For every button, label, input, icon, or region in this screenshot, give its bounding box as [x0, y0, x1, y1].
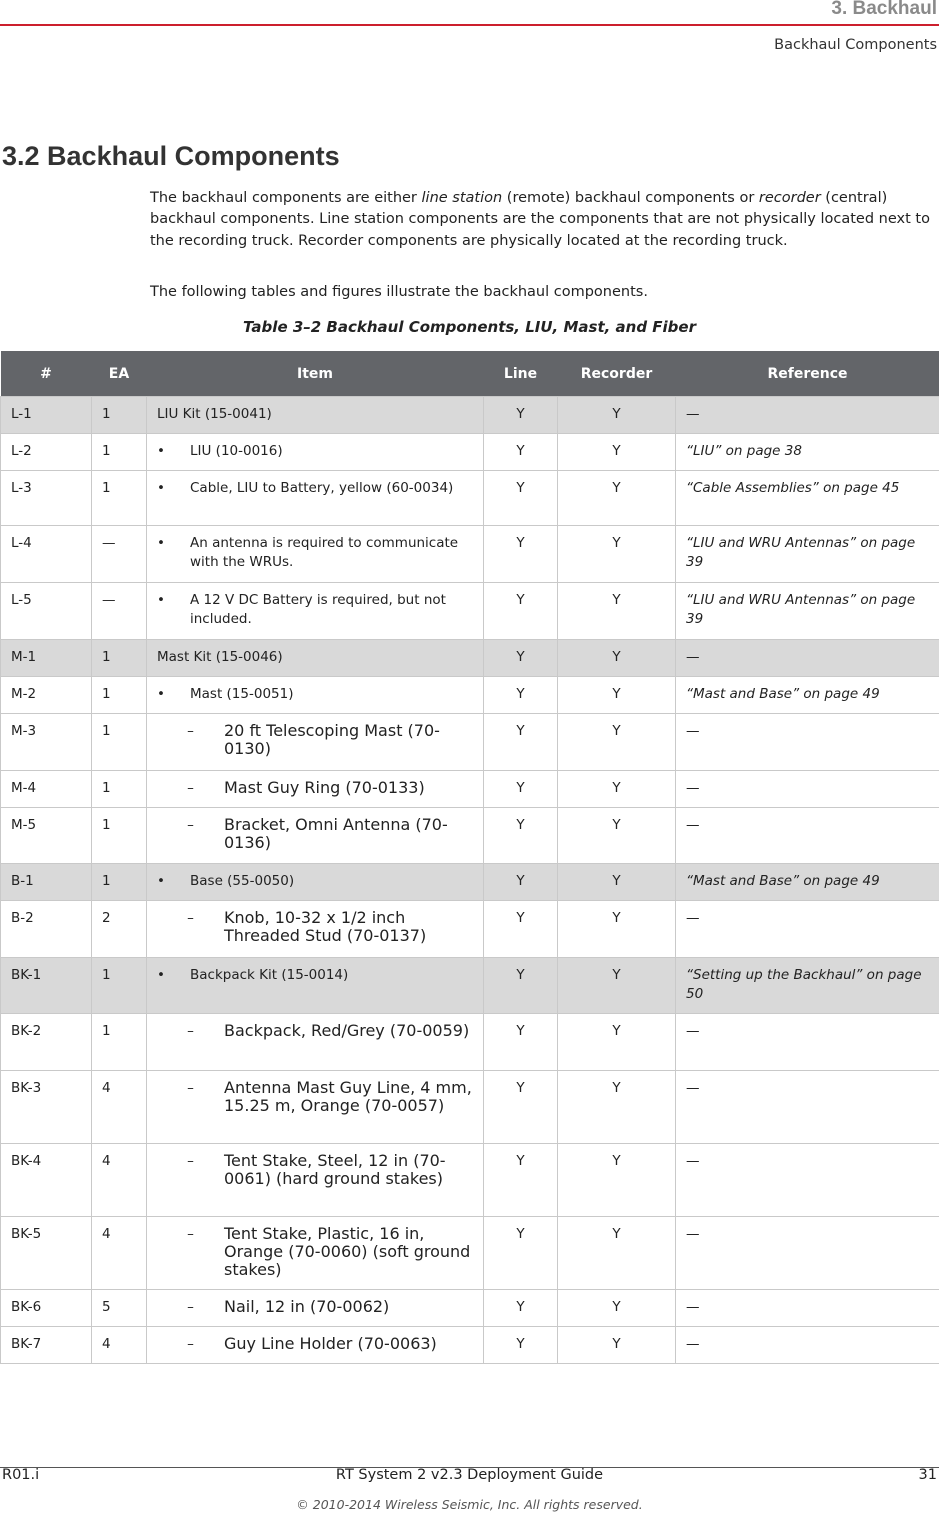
cell-recorder: Y — [558, 1290, 676, 1327]
cell-line: Y — [484, 1071, 558, 1144]
dash-marker: – — [187, 1080, 194, 1096]
table-body — [1, 397, 939, 1364]
cell-recorder: Y — [558, 677, 676, 714]
cell-item — [147, 771, 484, 808]
cell-line: Y — [484, 583, 558, 640]
dash-marker: – — [187, 723, 194, 739]
term-recorder: recorder — [758, 190, 821, 206]
cell-reference: — — [676, 1014, 939, 1071]
cell-item — [147, 1217, 484, 1290]
cell-item — [147, 1014, 484, 1071]
table-row — [1, 1071, 939, 1144]
dash-marker: – — [187, 910, 194, 926]
cell-reference: — — [676, 397, 939, 434]
cell-reference: “Setting up the Backhaul” on page 50 — [676, 958, 939, 1014]
dash-marker: – — [187, 1336, 194, 1352]
table-row — [1, 864, 939, 901]
cell-line: Y — [484, 677, 558, 714]
footer-copyright: © 2010-2014 Wireless Seismic, Inc. All rights reserved. — [296, 1497, 643, 1512]
cell-recorder: Y — [558, 714, 676, 771]
cell-recorder: Y — [558, 583, 676, 640]
cell-reference: — — [676, 1327, 939, 1364]
dash-marker: – — [187, 1023, 194, 1039]
cell-id: B-2 — [1, 901, 92, 958]
cell-recorder: Y — [558, 1217, 676, 1290]
cell-id: B-1 — [1, 864, 92, 901]
cell-reference: — — [676, 1217, 939, 1290]
table-row — [1, 397, 939, 434]
cell-line: Y — [484, 1217, 558, 1290]
bullet-marker: • — [157, 686, 165, 702]
col-header-line: Line — [484, 351, 558, 397]
cell-ea: 1 — [92, 640, 147, 677]
item-text: Knob, 10-32 x 1/2 inch Threaded Stud (70-0137) — [224, 908, 427, 945]
col-header-reference: Reference — [676, 351, 939, 397]
cell-ea: 1 — [92, 434, 147, 471]
cell-reference: “LIU” on page 38 — [676, 434, 939, 471]
cell-line: Y — [484, 397, 558, 434]
cell-recorder: Y — [558, 901, 676, 958]
item-text: Mast (15-0051) — [190, 686, 294, 702]
cell-ea: 4 — [92, 1071, 147, 1144]
cell-line: Y — [484, 1290, 558, 1327]
bullet-marker: • — [157, 873, 165, 889]
cell-item — [147, 640, 484, 677]
item-text: Backpack Kit (15-0014) — [190, 967, 349, 983]
table-row — [1, 583, 939, 640]
cell-reference: “LIU and WRU Antennas” on page 39 — [676, 526, 939, 583]
col-header-ea: EA — [92, 351, 147, 397]
cell-id: BK-1 — [1, 958, 92, 1014]
cell-id: M-5 — [1, 808, 92, 864]
item-text: 20 ft Telescoping Mast (70-0130) — [224, 721, 440, 758]
cell-line: Y — [484, 526, 558, 583]
cell-item — [147, 434, 484, 471]
cell-item — [147, 958, 484, 1014]
cell-id: BK-4 — [1, 1144, 92, 1217]
item-text: Bracket, Omni Antenna (70-0136) — [224, 815, 448, 852]
cell-recorder: Y — [558, 1327, 676, 1364]
table-row — [1, 471, 939, 526]
table-row — [1, 526, 939, 583]
cell-ea: 4 — [92, 1217, 147, 1290]
table-row — [1, 1144, 939, 1217]
cell-reference: — — [676, 1290, 939, 1327]
cell-reference: — — [676, 1071, 939, 1144]
dash-marker: – — [187, 780, 194, 796]
footer-page-number: 31 — [918, 1467, 937, 1483]
cell-ea: 4 — [92, 1144, 147, 1217]
cell-item — [147, 471, 484, 526]
cell-recorder: Y — [558, 958, 676, 1014]
cell-item — [147, 1290, 484, 1327]
intro-paragraph-2: The following tables and figures illustrate the backhaul components. — [150, 284, 648, 300]
cell-reference: — — [676, 1144, 939, 1217]
dash-marker: – — [187, 817, 194, 833]
running-header-subsection: Backhaul Components — [774, 37, 937, 53]
cell-item — [147, 1327, 484, 1364]
cell-recorder: Y — [558, 471, 676, 526]
cell-item — [147, 864, 484, 901]
table-row — [1, 1290, 939, 1327]
cell-ea: 4 — [92, 1327, 147, 1364]
item-text: Tent Stake, Steel, 12 in (70-0061) (hard ground stakes) — [224, 1151, 446, 1188]
cell-ea: 1 — [92, 397, 147, 434]
bullet-marker: • — [157, 535, 165, 551]
dash-marker: – — [187, 1226, 194, 1242]
components-table — [0, 351, 939, 1364]
item-text: Backpack, Red/Grey (70-0059) — [224, 1021, 470, 1040]
dash-marker: – — [187, 1153, 194, 1169]
cell-reference: — — [676, 640, 939, 677]
cell-ea: 1 — [92, 771, 147, 808]
cell-id: BK-6 — [1, 1290, 92, 1327]
cell-line: Y — [484, 771, 558, 808]
cell-id: M-1 — [1, 640, 92, 677]
table-row — [1, 901, 939, 958]
item-text: Nail, 12 in (70-0062) — [224, 1297, 390, 1316]
cell-id: M-3 — [1, 714, 92, 771]
cell-item — [147, 1071, 484, 1144]
cell-recorder: Y — [558, 771, 676, 808]
cell-ea: 1 — [92, 864, 147, 901]
table-row — [1, 714, 939, 771]
cell-recorder: Y — [558, 1071, 676, 1144]
cell-id: L-1 — [1, 397, 92, 434]
cell-line: Y — [484, 901, 558, 958]
bullet-marker: • — [157, 443, 165, 459]
cell-item — [147, 901, 484, 958]
cell-reference: — — [676, 771, 939, 808]
cell-item — [147, 808, 484, 864]
cell-id: L-3 — [1, 471, 92, 526]
cell-recorder: Y — [558, 864, 676, 901]
cell-line: Y — [484, 1144, 558, 1217]
cell-ea: 1 — [92, 958, 147, 1014]
table-clip — [0, 1366, 939, 1368]
cell-line: Y — [484, 808, 558, 864]
cell-reference: “Mast and Base” on page 49 — [676, 677, 939, 714]
cell-ea: 1 — [92, 714, 147, 771]
table-row — [1, 1217, 939, 1290]
cell-line: Y — [484, 958, 558, 1014]
cell-recorder: Y — [558, 1014, 676, 1071]
table-row — [1, 808, 939, 864]
dash-marker: – — [187, 1299, 194, 1315]
cell-reference: “Cable Assemblies” on page 45 — [676, 471, 939, 526]
col-header-recorder: Recorder — [558, 351, 676, 397]
bullet-marker: • — [157, 480, 165, 496]
table-row — [1, 1014, 939, 1071]
cell-line: Y — [484, 714, 558, 771]
cell-line: Y — [484, 1014, 558, 1071]
col-header-number: # — [1, 351, 92, 397]
cell-reference: — — [676, 901, 939, 958]
cell-line: Y — [484, 471, 558, 526]
cell-ea: — — [92, 583, 147, 640]
item-text: LIU Kit (15-0041) — [157, 406, 272, 422]
cell-id: BK-3 — [1, 1071, 92, 1144]
bullet-marker: • — [157, 592, 165, 608]
cell-line: Y — [484, 434, 558, 471]
cell-ea: 5 — [92, 1290, 147, 1327]
cell-line: Y — [484, 864, 558, 901]
cell-recorder: Y — [558, 1144, 676, 1217]
cell-ea: 1 — [92, 471, 147, 526]
cell-id: BK-2 — [1, 1014, 92, 1071]
cell-ea: — — [92, 526, 147, 583]
cell-reference: “Mast and Base” on page 49 — [676, 864, 939, 901]
cell-recorder: Y — [558, 640, 676, 677]
table-header-row — [1, 351, 939, 397]
cell-ea: 1 — [92, 808, 147, 864]
cell-id: L-2 — [1, 434, 92, 471]
cell-ea: 2 — [92, 901, 147, 958]
item-text: A 12 V DC Battery is required, but not included. — [190, 592, 446, 627]
cell-item — [147, 583, 484, 640]
cell-id: L-4 — [1, 526, 92, 583]
table-caption: Table 3–2 Backhaul Components, LIU, Mast, and Fiber — [242, 318, 696, 336]
cell-item — [147, 677, 484, 714]
item-text: Antenna Mast Guy Line, 4 mm, 15.25 m, Orange (70-0057) — [224, 1078, 472, 1115]
running-header-section: 3. Backhaul — [831, 0, 937, 19]
cell-recorder: Y — [558, 434, 676, 471]
intro-paragraph-1: The backhaul components are either line station (remote) backhaul components or recorder (central) backhaul components. Line station components are the components that are not physically located next to the recording truck. Recorder components are physically located at the recording truck. — [150, 190, 930, 249]
cell-ea: 1 — [92, 677, 147, 714]
footer-doc-title: RT System 2 v2.3 Deployment Guide — [335, 1467, 604, 1483]
cell-reference: “LIU and WRU Antennas” on page 39 — [676, 583, 939, 640]
table-row — [1, 434, 939, 471]
cell-id: L-5 — [1, 583, 92, 640]
item-text: Tent Stake, Plastic, 16 in, Orange (70-0060) (soft ground stakes) — [224, 1224, 471, 1279]
cell-line: Y — [484, 1327, 558, 1364]
cell-item — [147, 1144, 484, 1217]
cell-item — [147, 714, 484, 771]
item-text: Mast Guy Ring (70-0133) — [224, 778, 425, 797]
table-row — [1, 640, 939, 677]
item-text: Cable, LIU to Battery, yellow (60-0034) — [190, 480, 454, 496]
table-row — [1, 677, 939, 714]
header-rule — [0, 24, 939, 26]
cell-id: M-2 — [1, 677, 92, 714]
term-line-station: line station — [421, 190, 503, 206]
item-text: Base (55-0050) — [190, 873, 295, 889]
cell-item — [147, 526, 484, 583]
cell-ea: 1 — [92, 1014, 147, 1071]
cell-recorder: Y — [558, 397, 676, 434]
cell-id: M-4 — [1, 771, 92, 808]
item-text: LIU (10-0016) — [190, 443, 283, 459]
cell-recorder: Y — [558, 808, 676, 864]
cell-id: BK-7 — [1, 1327, 92, 1364]
cell-recorder: Y — [558, 526, 676, 583]
cell-id: BK-5 — [1, 1217, 92, 1290]
section-title: 3.2 Backhaul Components — [2, 141, 340, 171]
table-row — [1, 958, 939, 1014]
cell-line: Y — [484, 640, 558, 677]
table-row — [1, 1327, 939, 1364]
cell-reference: — — [676, 714, 939, 771]
item-text: An antenna is required to communicate with the WRUs. — [190, 535, 459, 570]
cell-item — [147, 397, 484, 434]
bullet-marker: • — [157, 967, 165, 983]
col-header-item: Item — [147, 351, 484, 397]
item-text: Mast Kit (15-0046) — [157, 649, 283, 665]
item-text: Guy Line Holder (70-0063) — [224, 1334, 437, 1353]
cell-reference: — — [676, 808, 939, 864]
table-row — [1, 771, 939, 808]
footer-revision: R01.i — [2, 1467, 40, 1483]
